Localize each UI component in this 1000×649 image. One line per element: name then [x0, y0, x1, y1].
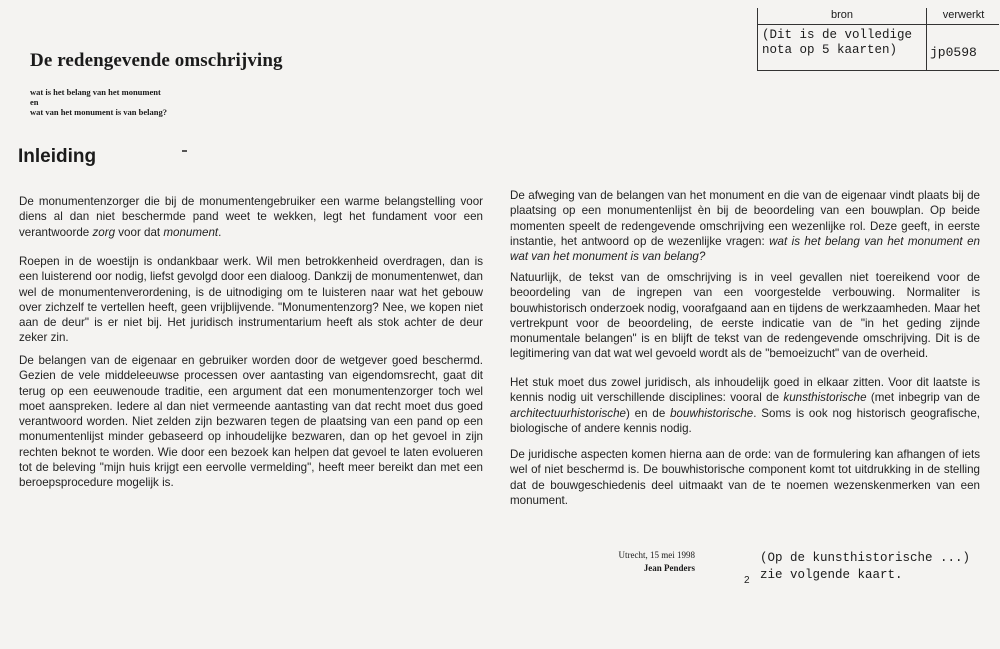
- card-processed-code: jp0598: [930, 45, 977, 60]
- page-number: 2: [744, 575, 750, 586]
- continuation-note: (Op de kunsthistorische ...) zie volgende kaart.: [760, 551, 971, 582]
- card-header-row: [758, 8, 999, 25]
- card-source-note: (Dit is de volledige nota op 5 kaarten): [762, 28, 913, 57]
- scan-mark: [182, 150, 187, 152]
- card-column-divider: [926, 8, 927, 70]
- subtitle-line-3: wat van het monument is van belang?: [30, 107, 167, 117]
- document-title: De redengevende omschrijving: [30, 50, 283, 71]
- header-bron: bron: [830, 9, 854, 21]
- right-paragraph-1: De afweging van de belangen van het monument en die van de eigenaar vindt plaats bij de plaatsing op een monumentenlijst èn bij de beoordeling van een bouwplan. Op beide momenten speelt de redengevende omschrijving een wezenlijke rol. Deze geeft, in eerste instantie, het antwoord op de wezenlijke vragen: wat is het belang van het monument en wat van het monument is van belang?: [510, 189, 980, 264]
- left-paragraph-1: De monumentenzorger die bij de monumentengebruiker een warme belangstelling voor diens al dan niet beschermde pand weet te wekken, legt het fundament voor een verantwoorde zorg voor dat monument.: [19, 195, 483, 239]
- subtitle-line-2: en: [30, 97, 39, 107]
- left-paragraph-3: De belangen van de eigenaar en gebruiker worden door de wetgever goed beschermd. Gezien de vele middeleeuwse processen over aantasting van eigendomsrecht, gaat dit terug op een eeuwenoude traditie, een argument dat een monumentenzorger toch wel moet aanspreken. Iedere al dan niet vermeende aantasting van dat recht moet dus goed verantwoord worden. Niet zelden zijn bezwaren tegen de plaatsing van een pand op een monumentenlijst minder gebaseerd op inhoudelijke bezwaren, dan op het gevoel in zijn rechten beknot te worden. Wie door een bezoek kan helpen dat gevoel te laten evolueren tot de beleving "mijn huis krijgt een eervolle vermelding", heeft meer bereikt dan met een beroepsprocedure mogelijk is.: [19, 354, 483, 490]
- right-paragraph-2: Natuurlijk, de tekst van de omschrijving is in veel gevallen niet toereikend voor de beoordeling van de ingrepen van een voorgestelde verbouwing. Normaliter is bouwhistorisch onderzoek nodig, voorafgaand aan en tijdens de werkzaamheden. Maar het vertrekpunt voor de beoordeling, de eerste indicatie van de "in het geding zijnde monumentale belangen" is en blijft de tekst van de redengevende omschrijving. Dit is de legitimering van dat wat wel gevoeld wordt als de "bemoeizucht" van de overheid.: [510, 271, 980, 361]
- right-paragraph-3: Het stuk moet dus zowel juridisch, als inhoudelijk goed in elkaar zitten. Voor dit laatste is kennis nodig uit verschillende disciplines: vooral de kunsthistorische (met inbegrip van de architectuurhistorische) en de bouwhistorische. Soms is ook nog historisch geografische, biologische of andere kennis nodig.: [510, 376, 980, 435]
- author-name: Jean Penders: [643, 563, 695, 573]
- closing-block: [590, 549, 695, 575]
- section-heading: Inleiding: [18, 146, 97, 167]
- header-verwerkt: verwerkt: [942, 9, 985, 21]
- subtitle-line-1: wat is het belang van het monument: [30, 87, 161, 97]
- place-date: Utrecht, 15 mei 1998: [618, 550, 695, 560]
- right-paragraph-4: De juridische aspecten komen hierna aan de orde: van de formulering kan afhangen of iets wel of niet beschermd is. De bouwhistorische component komt tot uitdrukking in de stelling dat de bouwgeschiedenis deel uitmaakt van de te noemen wezenskenmerken van een monument.: [510, 448, 980, 507]
- card-header-table: [757, 8, 999, 71]
- left-paragraph-2: Roepen in de woestijn is ondankbaar werk. Wil men betrokkenheid overdragen, dan is een luisterend oor nodig, liefst gevolgd door een dialoog. Dankzij de monumentenwet, dan wel de monumentenverordening, is de uitnodiging om te luisteren naar wat het gebouw over zichzelf te vertellen heeft, geen vrijblijvende. "Monumentenzorg? Nee, we kopen niet aan de deur" is er niet bij. Het juridisch instrumentarium heeft als stok achter de deur zeker zin.: [19, 255, 483, 345]
